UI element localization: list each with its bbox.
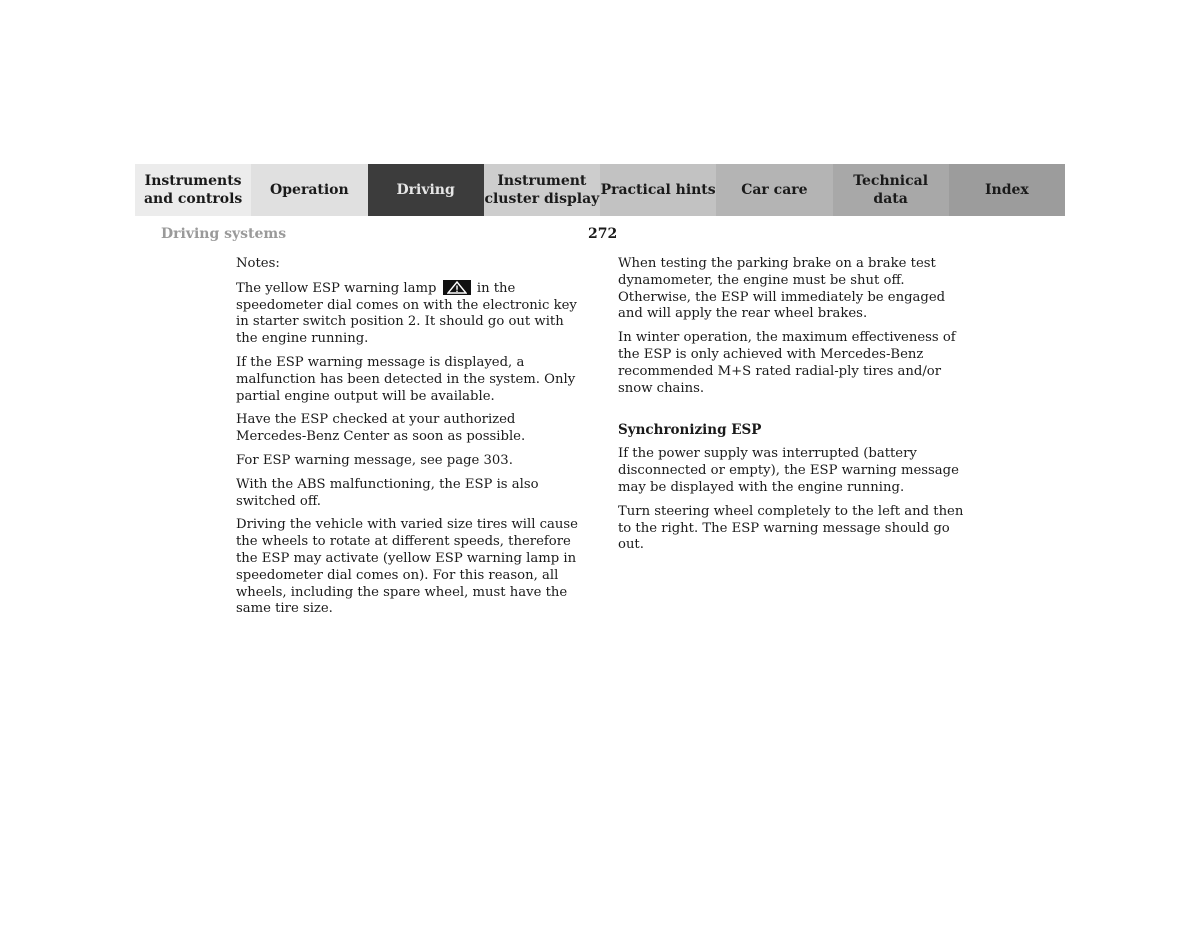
paragraph-abs: With the ABS malfunctioning, the ESP is also switched off. — [236, 476, 539, 509]
tab-operation[interactable]: Operation — [251, 164, 367, 216]
paragraph-winter: In winter operation, the maximum effectiveness of the ESP is only achieved with Mercedes-Benz recommended M+S rated radial-ply tires and/or snow chains. — [618, 330, 956, 396]
heading-synchronizing-esp: Synchronizing ESP — [618, 422, 762, 439]
warning-triangle-icon — [443, 280, 471, 295]
paragraph-malfunction: If the ESP warning message is displayed, a malfunction has been detected in the system. Only partial engine output will be available. — [236, 354, 576, 404]
tab-car-care[interactable]: Car care — [716, 164, 832, 216]
tab-driving[interactable]: Driving — [368, 164, 484, 216]
chapter-navigation — [135, 164, 1065, 216]
tab-index[interactable]: Index — [949, 164, 1065, 216]
paragraph-check-esp: Have the ESP checked at your authorized Mercedes-Benz Center as soon as possible. — [236, 412, 526, 445]
tab-technical-data[interactable]: Technical data — [833, 164, 949, 216]
notes-heading: Notes: — [236, 256, 280, 271]
tab-practical-hints[interactable]: Practical hints — [600, 164, 716, 216]
paragraph-power-supply: If the power supply was interrupted (battery disconnected or empty), the ESP warning message may be displayed with the engine running. — [618, 446, 959, 495]
paragraph-see-page: For ESP warning message, see page 303. — [236, 452, 513, 468]
paragraph-esp-lamp — [236, 280, 588, 348]
section-title: Driving systems — [161, 226, 287, 242]
paragraph-esp-lamp-text-start: The yellow ESP warning lamp — [236, 280, 437, 296]
tab-instruments-and-controls[interactable]: Instruments and controls — [135, 164, 251, 216]
page-number: 272 — [588, 226, 618, 242]
paragraph-esp-lamp-text-end: in the speedometer dial comes on with the electronic key in starter switch position 2. It should go out with the engine running. — [236, 280, 577, 347]
left-column — [236, 256, 588, 625]
paragraph-steering-wheel: Turn steering wheel completely to the left and then to the right. The ESP warning message should go out. — [618, 503, 964, 553]
right-column — [618, 256, 968, 561]
tab-instrument-cluster-display[interactable]: Instrument cluster display — [484, 164, 600, 216]
paragraph-brake-test: When testing the parking brake on a brake test dynamometer, the engine must be shut off. Otherwise, the ESP will immediately be engaged and will apply the rear wheel brakes. — [618, 256, 946, 322]
paragraph-tire-size: Driving the vehicle with varied size tires will cause the wheels to rotate at different speeds, therefore the ESP may activate (yellow ESP warning lamp in speedometer dial comes on). For this reason, all wheels, including the spare wheel, must have the same tire size. — [236, 517, 578, 617]
